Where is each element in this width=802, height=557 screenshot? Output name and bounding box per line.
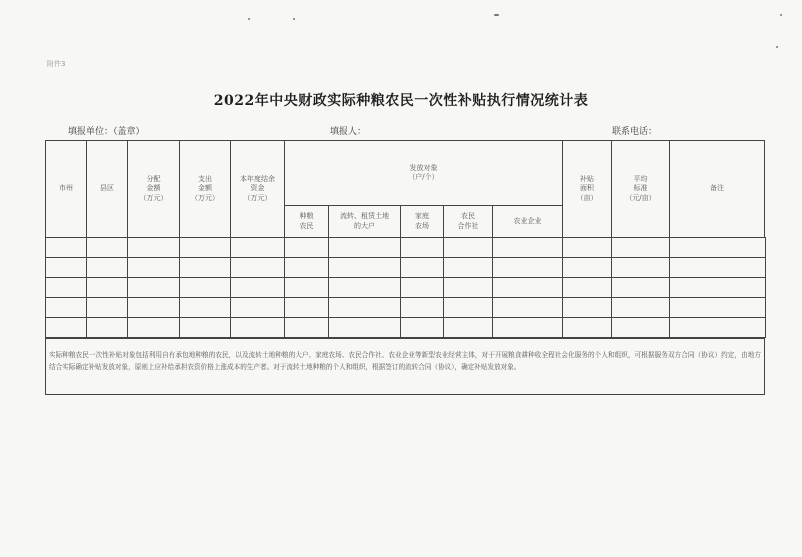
filler-unit-label: 填报单位：（盖章） [68, 127, 145, 137]
table-cell [45, 277, 87, 298]
table-cell [669, 237, 766, 258]
table-cell [328, 317, 401, 338]
table-cell [127, 297, 180, 318]
table-cell [611, 277, 670, 298]
scan-speck [494, 14, 499, 16]
table-cell [230, 277, 285, 298]
table-cell [230, 237, 285, 258]
scan-speck [780, 14, 782, 16]
table-cell [284, 277, 329, 298]
table-cell [669, 297, 766, 318]
table-cell [492, 237, 563, 258]
table-cell [669, 317, 766, 338]
table-cell [284, 297, 329, 318]
scan-speck [776, 46, 778, 48]
table-cell [127, 257, 180, 278]
table-cell [400, 257, 444, 278]
table-cell [562, 317, 612, 338]
table-cell [492, 297, 563, 318]
table-cell [611, 297, 670, 318]
table-cell [328, 277, 401, 298]
table-cell [328, 257, 401, 278]
subheader-family-farms: 家庭 农场 [400, 205, 444, 238]
table-cell [669, 257, 766, 278]
table-cell [86, 277, 128, 298]
header-subsidy-area: 补贴 面积 （亩） [562, 140, 612, 238]
table-cell [45, 297, 87, 318]
subheader-cooperatives: 农民 合作社 [443, 205, 493, 238]
table-cell [45, 237, 87, 258]
header-allocated: 分配 金额 （万元） [127, 140, 180, 238]
table-cell [492, 277, 563, 298]
header-remarks: 备注 [669, 140, 765, 238]
scan-speck [248, 18, 250, 20]
table-cell [86, 317, 128, 338]
table-cell [179, 237, 231, 258]
filler-person-label: 填报人： [330, 127, 367, 137]
table-cell [328, 297, 401, 318]
table-cell [230, 257, 285, 278]
table-cell [230, 297, 285, 318]
subheader-enterprises: 农业企业 [492, 205, 563, 238]
table-cell [86, 257, 128, 278]
header-recipients: 发放对象 （户/个） [284, 140, 563, 206]
attachment-label: 附件3 [47, 60, 66, 68]
table-cell [179, 297, 231, 318]
table-cell [443, 237, 493, 258]
table-cell [611, 257, 670, 278]
table-cell [328, 237, 401, 258]
subheader-grain-farmers: 种粮 农民 [284, 205, 329, 238]
table-cell [230, 317, 285, 338]
table-cell [492, 257, 563, 278]
table-cell [562, 257, 612, 278]
table-cell [400, 237, 444, 258]
phone-label: 联系电话： [612, 127, 658, 137]
table-cell [611, 317, 670, 338]
table-cell [127, 237, 180, 258]
table-cell [284, 257, 329, 278]
table-cell [86, 297, 128, 318]
subheader-large-households: 流转、租赁土地 的大户 [328, 205, 401, 238]
table-cell [443, 297, 493, 318]
table-cell [400, 277, 444, 298]
header-expenditure: 支出 金额 （万元） [179, 140, 231, 238]
scan-speck [293, 18, 295, 20]
table-cell [179, 277, 231, 298]
table-cell [611, 237, 670, 258]
table-cell [400, 297, 444, 318]
table-cell [562, 277, 612, 298]
table-cell [179, 317, 231, 338]
header-city: 市州 [45, 140, 87, 238]
table-cell [45, 317, 87, 338]
header-balance: 本年度结余 资金 （万元） [230, 140, 285, 238]
table-cell [284, 317, 329, 338]
table-cell [179, 257, 231, 278]
table-cell [443, 317, 493, 338]
table-cell [127, 317, 180, 338]
header-county: 县区 [86, 140, 128, 238]
table-cell [443, 277, 493, 298]
table-cell [127, 277, 180, 298]
table-cell [562, 297, 612, 318]
table-cell [45, 257, 87, 278]
page-title: 2022年中央财政实际种粮农民一次性补贴执行情况统计表 [213, 93, 589, 109]
table-cell [562, 237, 612, 258]
header-avg-standard: 平均 标准 （元/亩） [611, 140, 670, 238]
note-text: 实际种粮农民一次性补贴对象包括利用自有承包地种粮的农民，以及流转土地种粮的大户、家庭农场、农民合作社、农业企业等新型农业经营主体，对于开展粮食耕种收全程社会化服务的个人和组织，可根据服务双方合同（协议）约定，由地方结合实际确定补贴发放对象，原则上应补给承担农资价格上涨成本的生产者。对于流转土地种粮的个人和组织，根据签订的流转合同（协议），确定补贴发放对象。 [45, 338, 765, 395]
table-cell [492, 317, 563, 338]
table-cell [400, 317, 444, 338]
table-cell [284, 237, 329, 258]
table-cell [86, 237, 128, 258]
table-cell [669, 277, 766, 298]
table-cell [443, 257, 493, 278]
